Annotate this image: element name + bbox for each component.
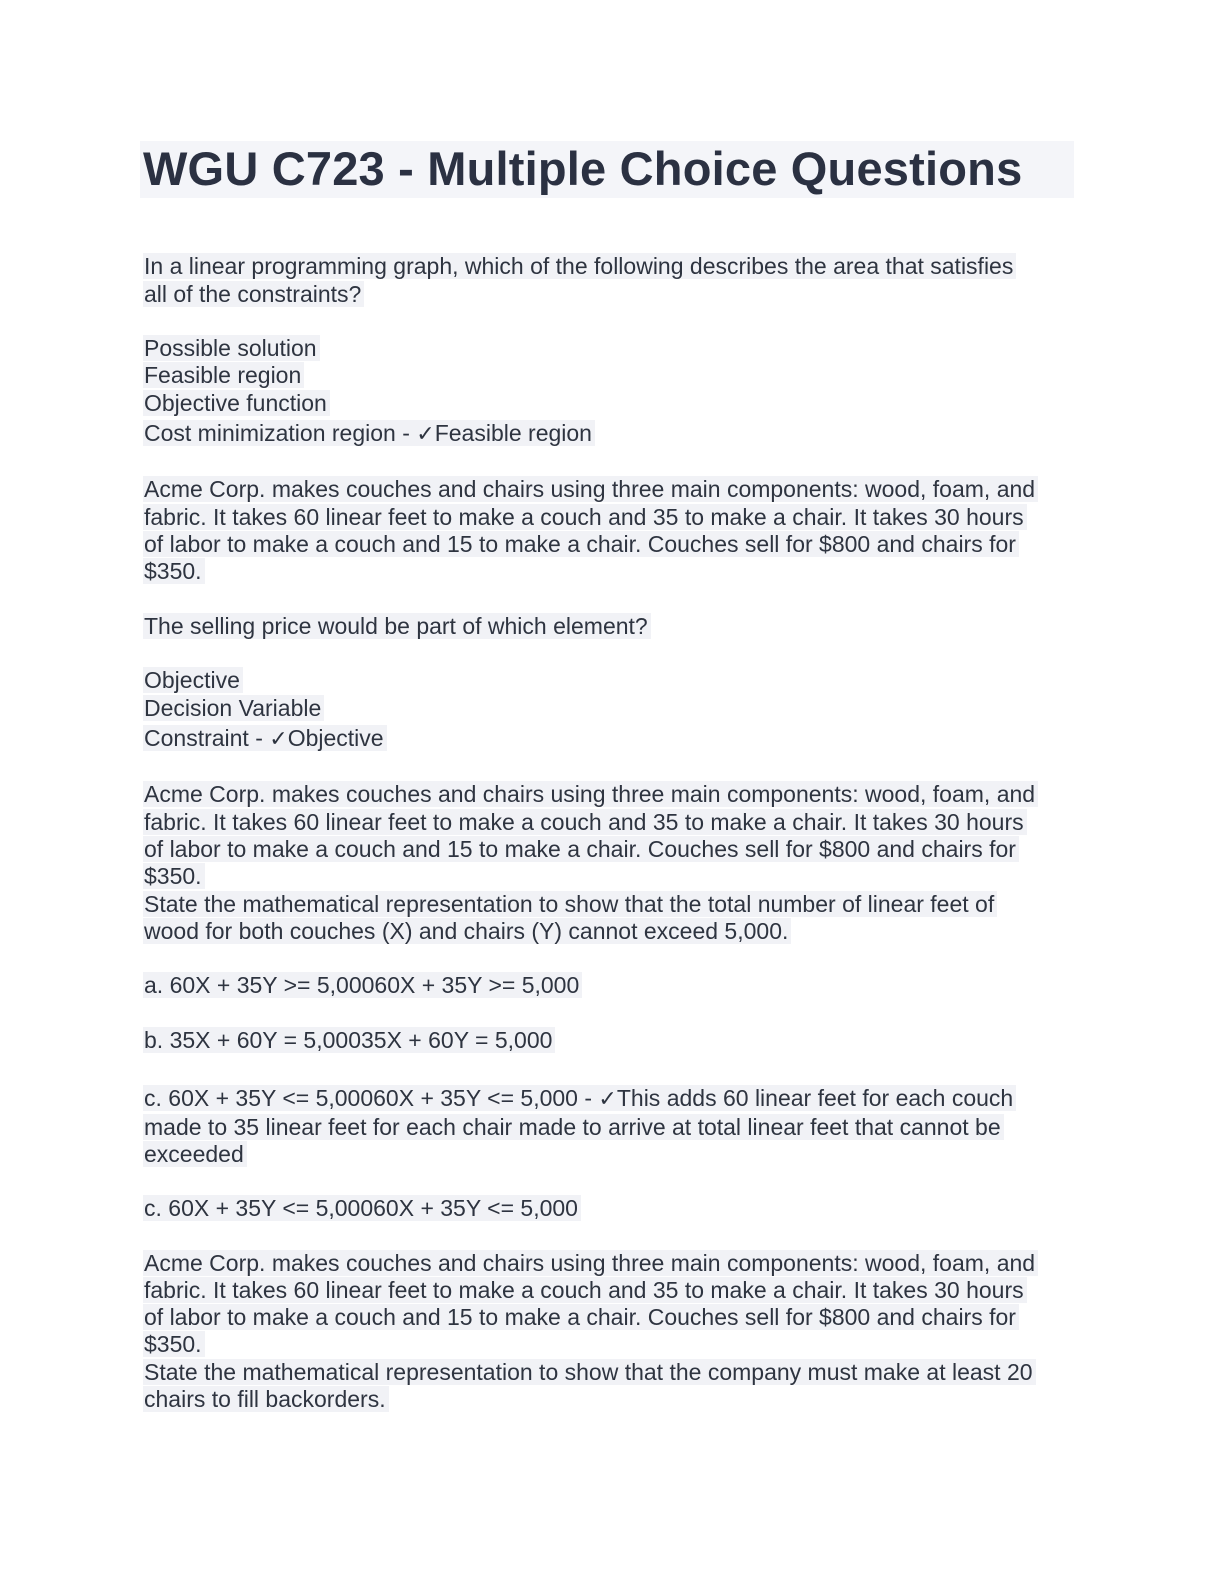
q4-scenario-line-5: State the mathematical representation to show that the company must make at least 20 xyxy=(143,1359,1036,1386)
q4-scenario-line-1: Acme Corp. makes couches and chairs using three main components: wood, foam, and xyxy=(143,1250,1038,1277)
q1-stem-line-2: all of the constraints? xyxy=(143,281,364,308)
q4-scenario-line-3: of labor to make a couch and 15 to make a chair. Couches sell for $800 and chairs for xyxy=(143,1304,1019,1331)
q4-scenario-line-4: $350. xyxy=(143,1331,205,1358)
q2-scenario-line-1: Acme Corp. makes couches and chairs using three main components: wood, foam, and xyxy=(143,476,1038,503)
q3-scenario-line-2: fabric. It takes 60 linear feet to make a couch and 35 to make a chair. It takes 30 hours xyxy=(143,809,1027,836)
q3-option-c-with-answer: c. 60X + 35Y <= 5,00060X + 35Y <= 5,000 - ✓This adds 60 linear feet for each couch xyxy=(143,1085,1016,1113)
q1-stem-line-1: In a linear programming graph, which of the following describes the area that satisfies xyxy=(143,253,1016,280)
q3-scenario-line-6: wood for both couches (X) and chairs (Y) cannot exceed 5,000. xyxy=(143,918,791,945)
q3-answer-repeat: c. 60X + 35Y <= 5,00060X + 35Y <= 5,000 xyxy=(143,1195,581,1222)
q3-explanation-line-3: exceeded xyxy=(143,1141,247,1168)
check-icon: ✓ xyxy=(416,422,435,447)
q4-scenario-line-2: fabric. It takes 60 linear feet to make a couch and 35 to make a chair. It takes 30 hours xyxy=(143,1277,1027,1304)
q2-answer: Objective xyxy=(287,725,384,751)
q2-scenario-line-3: of labor to make a couch and 15 to make a chair. Couches sell for $800 and chairs for xyxy=(143,531,1019,558)
q3-option-a: a. 60X + 35Y >= 5,00060X + 35Y >= 5,000 xyxy=(143,972,582,999)
q2-option-2: Decision Variable xyxy=(143,695,324,722)
q3-scenario-line-4: $350. xyxy=(143,863,205,890)
q1-answer: Feasible region xyxy=(434,420,592,446)
q1-option-2: Feasible region xyxy=(143,362,304,389)
q3-scenario-line-5: State the mathematical representation to show that the total number of linear feet of xyxy=(143,891,997,918)
q2-question: The selling price would be part of which element? xyxy=(143,613,651,640)
q2-option-3-with-answer: Constraint - ✓Objective xyxy=(143,725,387,753)
q2-option-1: Objective xyxy=(143,667,243,694)
q3-scenario-line-3: of labor to make a couch and 15 to make a chair. Couches sell for $800 and chairs for xyxy=(143,836,1019,863)
q3-explanation-line-2: made to 35 linear feet for each chair made to arrive at total linear feet that cannot be xyxy=(143,1114,1004,1141)
q3-option-b: b. 35X + 60Y = 5,00035X + 60Y = 5,000 xyxy=(143,1027,555,1054)
check-icon: ✓ xyxy=(598,1087,617,1112)
page-title: WGU C723 - Multiple Choice Questions xyxy=(143,142,1023,195)
q1-option-4-with-answer: Cost minimization region - ✓Feasible region xyxy=(143,420,595,448)
q4-scenario-line-6: chairs to fill backorders. xyxy=(143,1386,389,1413)
q3-scenario-line-1: Acme Corp. makes couches and chairs using three main components: wood, foam, and xyxy=(143,781,1038,808)
q1-option-1: Possible solution xyxy=(143,335,320,362)
q1-option-3: Objective function xyxy=(143,390,330,417)
q2-scenario-line-2: fabric. It takes 60 linear feet to make a couch and 35 to make a chair. It takes 30 hours xyxy=(143,504,1027,531)
check-icon: ✓ xyxy=(269,727,288,752)
q2-scenario-line-4: $350. xyxy=(143,558,205,585)
q3-explanation-line-1: This adds 60 linear feet for each couch xyxy=(616,1085,1014,1111)
